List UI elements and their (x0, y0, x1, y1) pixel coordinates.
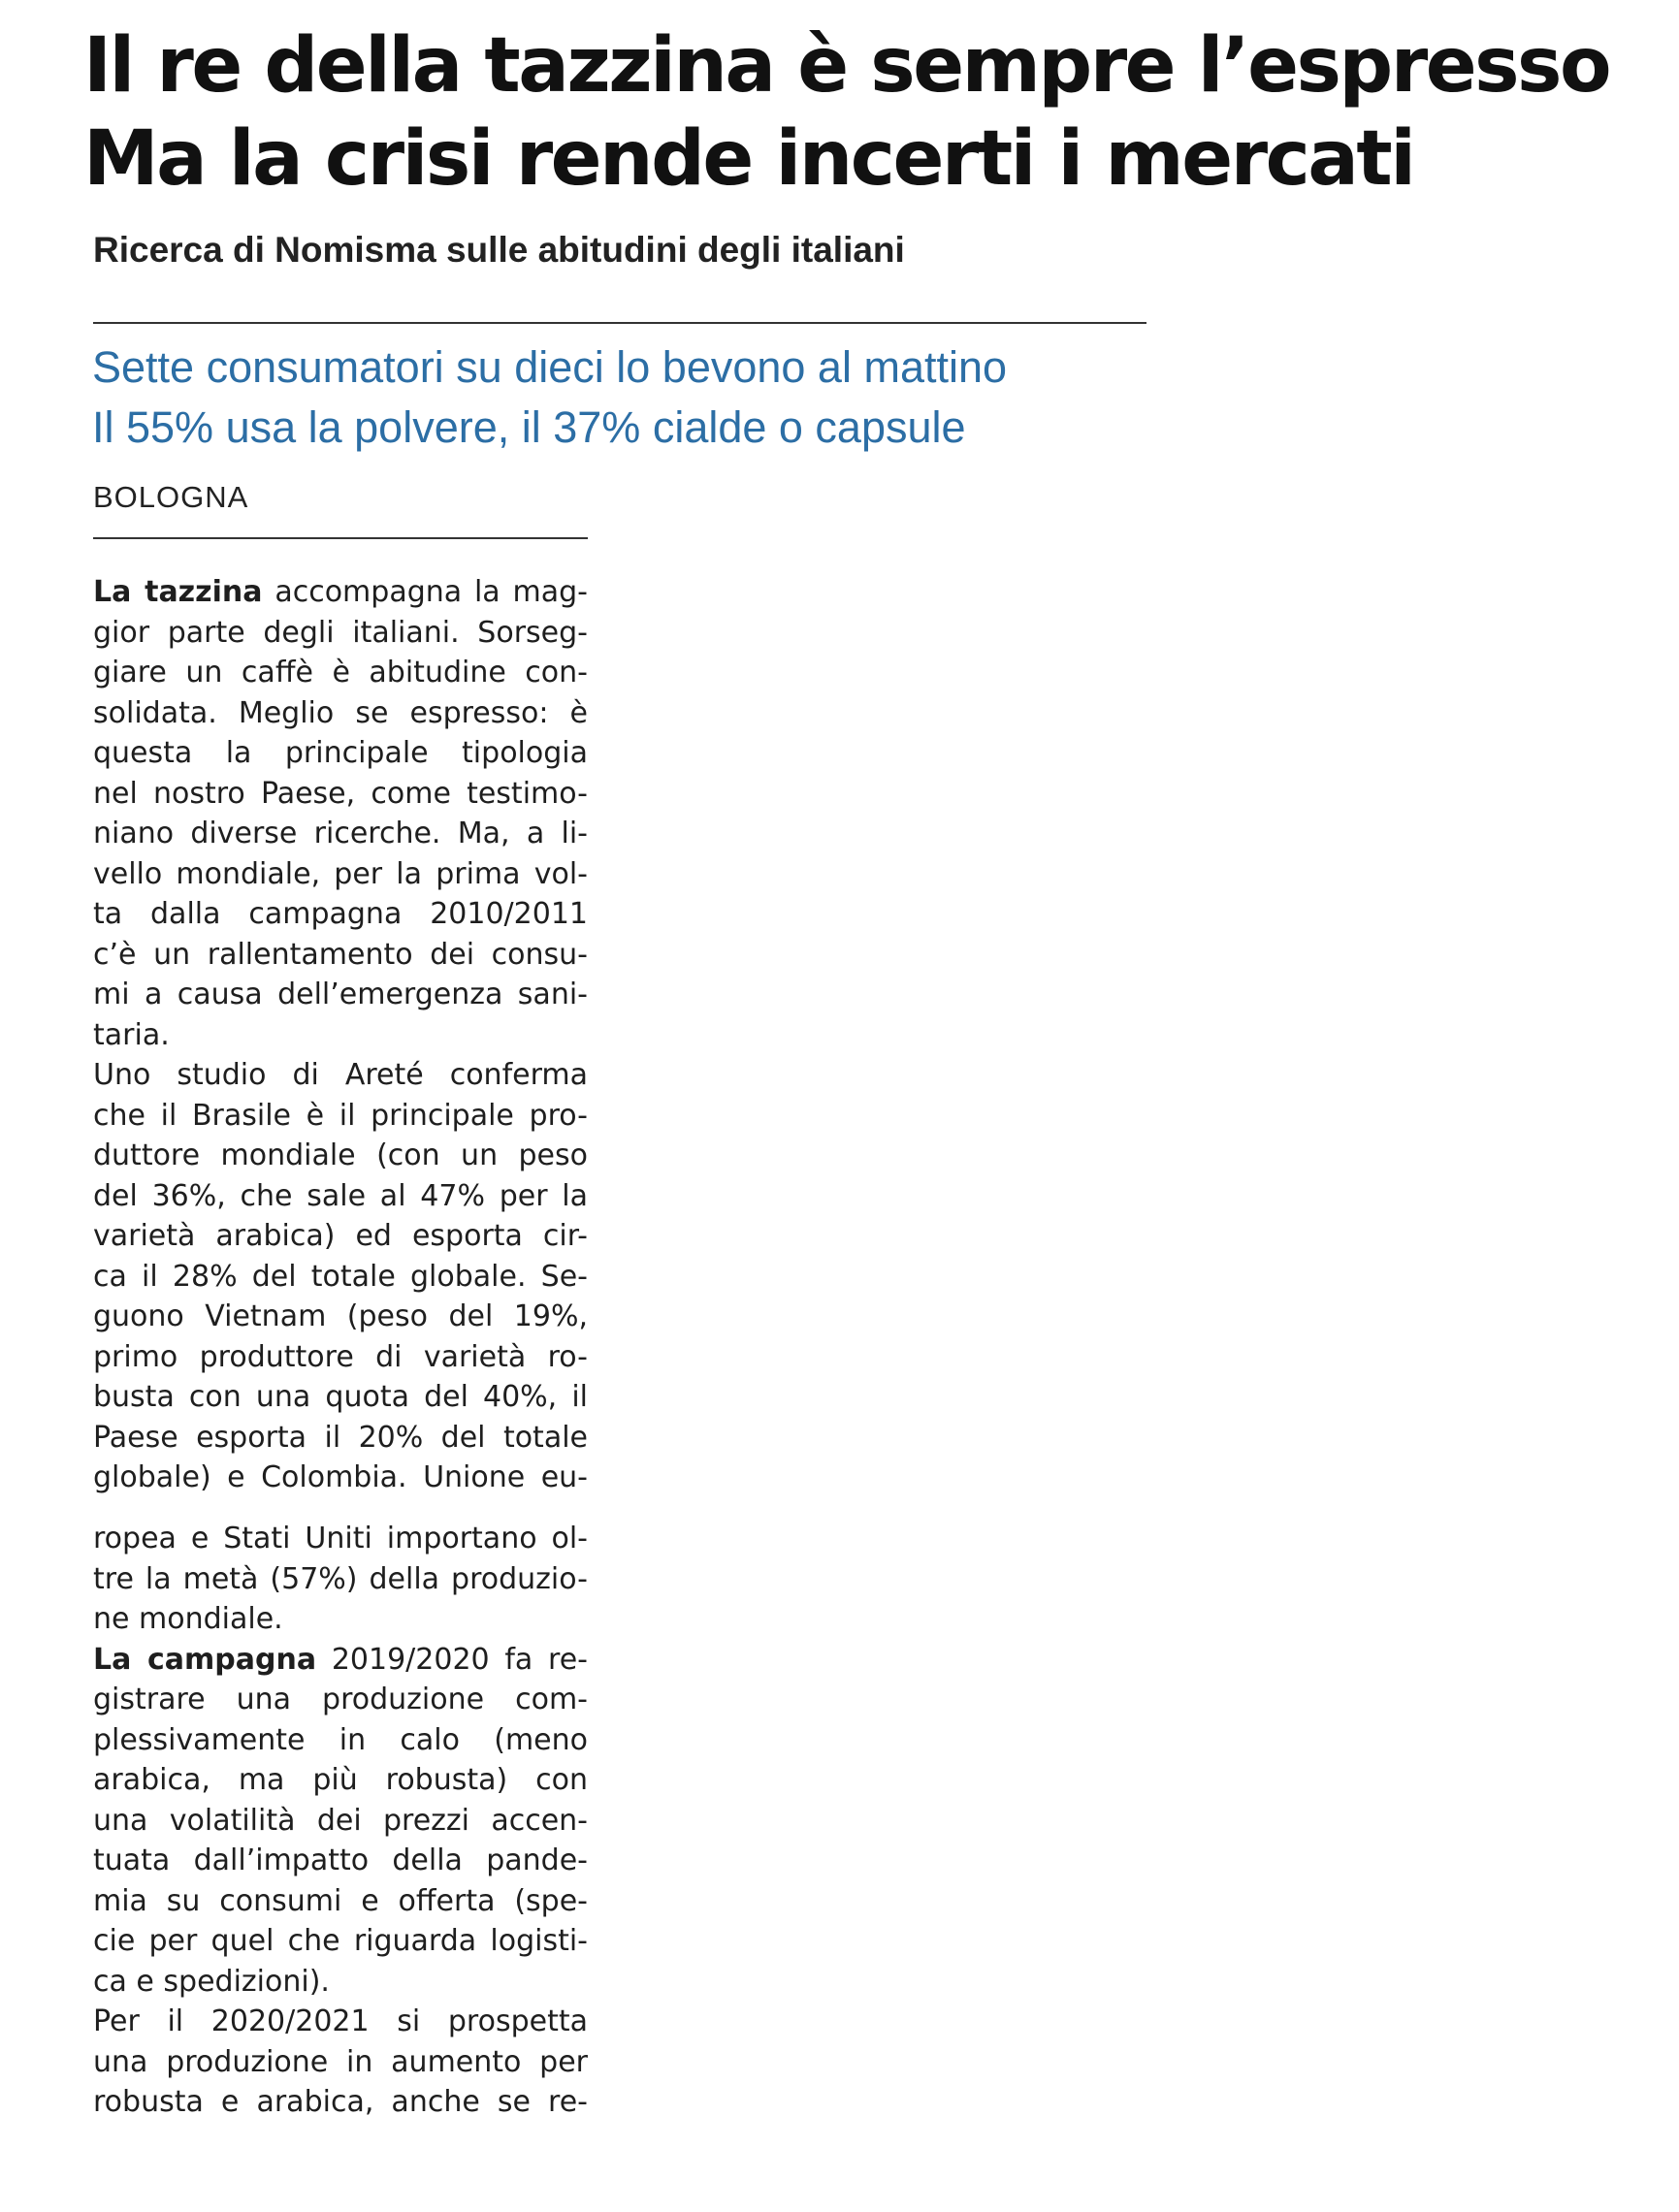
body-line (93, 1640, 588, 1681)
body-line: varietà arabica) ed esporta cir- (93, 1219, 588, 1253)
article-body-part-2 (93, 1519, 588, 2123)
body-line: questa la principale tipologia (93, 736, 588, 770)
body-line: ta dalla campagna 2010/2011 (93, 897, 588, 931)
body-line: primo produttore di varietà ro- (93, 1339, 588, 1374)
body-line: vello mondiale, per la prima vol- (93, 856, 588, 891)
body-line: una produzione in aumento per (93, 2044, 588, 2079)
body-line: nel nostro Paese, come testimo- (93, 776, 588, 811)
body-line: una volatilità dei prezzi accen- (93, 1803, 588, 1838)
deck-line-1: Sette consumatori su dieci lo bevono al mattino (92, 342, 1008, 392)
body-line: ca il 28% del totale globale. Se- (93, 1259, 588, 1294)
headline (83, 19, 1655, 206)
subtitle: Ricerca di Nomisma sulle abitudini degli italiani (93, 230, 905, 270)
body-line-text: 2019/2020 fa re- (316, 1642, 588, 1677)
body-line: mia su consumi e offerta (spe- (93, 1883, 588, 1918)
body-line: gior parte degli italiani. Sorseg- (93, 615, 588, 650)
body-line: ca e spedizioni). (93, 1964, 330, 1999)
body-line: arabica, ma più robusta) con (93, 1763, 588, 1797)
body-line (93, 572, 588, 613)
body-line: mi a causa dell’emergenza sani- (93, 978, 588, 1011)
body-line: giare un caffè è abitudine con- (93, 656, 588, 689)
headline-line-2: Ma la crisi rende incerti i mercati (83, 115, 1414, 203)
body-line: plessivamente in calo (meno (93, 1722, 588, 1757)
body-line: tuata dall’impatto della pande- (93, 1843, 588, 1877)
deck-subheadline (92, 337, 1007, 458)
column-divider (93, 537, 588, 539)
body-line: Uno studio di Areté conferma (93, 1058, 588, 1092)
paragraph-lead: La tazzina (93, 575, 263, 609)
body-line: ne mondiale. (93, 1602, 283, 1636)
body-line: che il Brasile è il principale pro- (93, 1098, 588, 1133)
headline-line-1: Il re della tazzina è sempre l’espresso (83, 22, 1610, 110)
body-line: del 36%, che sale al 47% per la (93, 1178, 588, 1213)
body-line: niano diverse ricerche. Ma, a li- (93, 817, 588, 850)
body-line: duttore mondiale (con un peso (93, 1138, 588, 1172)
body-line-text: accompagna la mag- (262, 575, 588, 609)
paragraph-lead: La campagna (93, 1642, 317, 1677)
body-line: Per il 2020/2021 si prospetta (93, 2004, 588, 2038)
section-divider (93, 322, 1146, 324)
body-line: globale) e Colombia. Unione eu- (93, 1460, 588, 1494)
body-line: robusta e arabica, anche se re- (93, 2085, 588, 2119)
body-line: gistrare una produzione com- (93, 1683, 588, 1716)
body-line: solidata. Meglio se espresso: è (93, 695, 588, 730)
body-line: guono Vietnam (peso del 19%, (93, 1299, 588, 1333)
body-line: c’è un rallentamento dei consu- (93, 937, 588, 972)
body-line: busta con una quota del 40%, il (93, 1380, 588, 1414)
body-line: ropea e Stati Uniti importano ol- (93, 1522, 588, 1555)
body-line: taria. (93, 1017, 170, 1052)
body-line: cie per quel che riguarda logisti- (93, 1924, 588, 1958)
body-line: Paese esporta il 20% del totale (93, 1420, 588, 1455)
deck-line-2: Il 55% usa la polvere, il 37% cialde o capsule (92, 402, 966, 452)
dateline: BOLOGNA (93, 480, 249, 514)
body-line: tre la metà (57%) della produzio- (93, 1561, 588, 1596)
article-body-part-1 (93, 572, 588, 1498)
